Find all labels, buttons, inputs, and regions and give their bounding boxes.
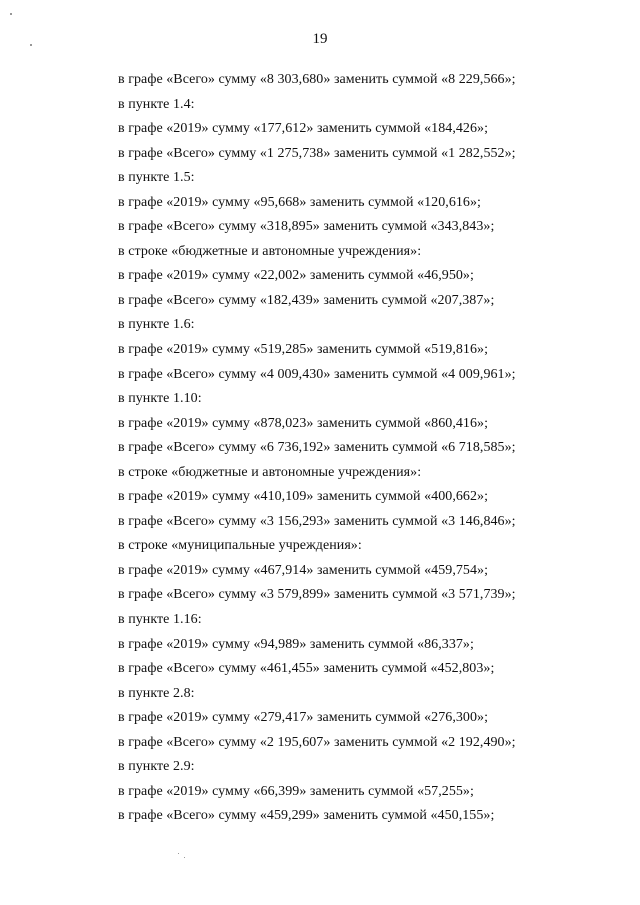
row-heading: в строке «бюджетные и автономные учреждения»: — [118, 243, 422, 259]
amendment-line: в графе «Всего» сумму «6 736,192» заменить суммой «6 718,585»; — [118, 440, 516, 456]
amendment-list — [0, 68, 640, 829]
amendment-line: в графе «Всего» сумму «3 579,899» заменить суммой «3 571,739»; — [118, 587, 516, 603]
amendment-line: в графе «Всего» сумму «459,299» заменить суммой «450,155»; — [118, 808, 495, 824]
row-heading: в строке «бюджетные и автономные учреждения»: — [118, 464, 422, 480]
amendment-line: в графе «Всего» сумму «1 275,738» заменить суммой «1 282,552»; — [118, 145, 516, 161]
amendment-line: в графе «Всего» сумму «2 195,607» заменить суммой «2 192,490»; — [118, 734, 516, 750]
section-heading: в пункте 2.9: — [118, 759, 195, 775]
amendment-line: в графе «Всего» сумму «8 303,680» заменить суммой «8 229,566»; — [118, 72, 516, 87]
section-heading: в пункте 1.4: — [118, 96, 195, 112]
amendment-line: в графе «Всего» сумму «3 156,293» заменить суммой «3 146,846»; — [118, 513, 516, 529]
scan-speck — [10, 13, 12, 15]
amendment-line: в графе «2019» сумму «519,285» заменить суммой «519,816»; — [118, 342, 489, 358]
amendment-line: в графе «2019» сумму «66,399» заменить суммой «57,255»; — [118, 783, 474, 799]
amendment-line: в графе «2019» сумму «279,417» заменить суммой «276,300»; — [118, 710, 489, 726]
amendment-line: в графе «2019» сумму «878,023» заменить суммой «860,416»; — [118, 415, 489, 431]
section-heading: в пункте 1.16: — [118, 612, 202, 628]
amendment-line: в графе «Всего» сумму «182,439» заменить суммой «207,387»; — [118, 292, 495, 308]
amendment-line: в графе «2019» сумму «95,668» заменить суммой «120,616»; — [118, 194, 481, 210]
section-heading: в пункте 1.5: — [118, 170, 195, 186]
amendment-line: в графе «Всего» сумму «318,895» заменить суммой «343,843»; — [118, 219, 495, 235]
amendment-line: в графе «2019» сумму «467,914» заменить суммой «459,754»; — [118, 562, 489, 578]
amendment-line: в графе «2019» сумму «410,109» заменить суммой «400,662»; — [118, 489, 489, 505]
amendment-line: в графе «2019» сумму «94,989» заменить суммой «86,337»; — [118, 636, 474, 652]
row-heading: в строке «муниципальные учреждения»: — [118, 538, 362, 554]
section-heading: в пункте 2.8: — [118, 685, 195, 701]
scan-speck — [184, 857, 185, 858]
section-heading: в пункте 1.10: — [118, 391, 202, 407]
scan-speck — [178, 853, 179, 854]
amendment-line: в графе «Всего» сумму «461,455» заменить суммой «452,803»; — [118, 661, 495, 677]
section-heading: в пункте 1.6: — [118, 317, 195, 333]
amendment-line: в графе «2019» сумму «177,612» заменить суммой «184,426»; — [118, 121, 489, 137]
page-number: 19 — [312, 31, 328, 47]
amendment-line: в графе «Всего» сумму «4 009,430» заменить суммой «4 009,961»; — [118, 366, 516, 382]
amendment-line: в графе «2019» сумму «22,002» заменить суммой «46,950»; — [118, 268, 474, 284]
